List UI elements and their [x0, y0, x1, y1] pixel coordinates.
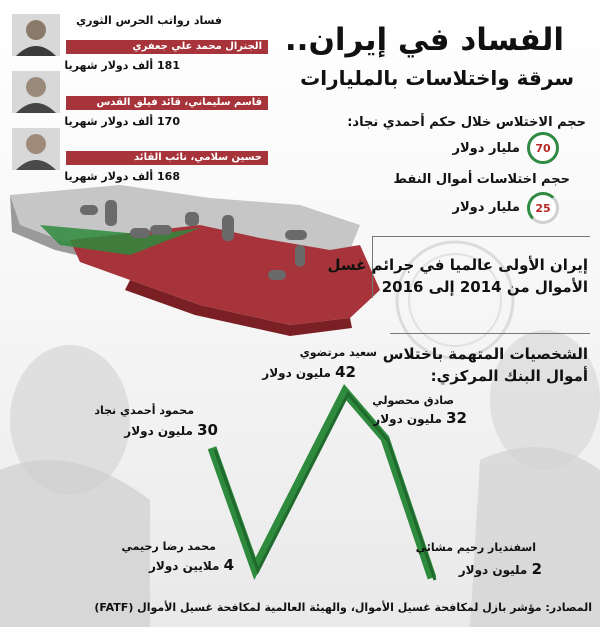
official-salary: 181 ألف دولار شهريا — [64, 59, 180, 72]
official-name-bar: الجنرال محمد علي جعفري — [66, 40, 268, 54]
section-title-line-1: الشخصيات المتهمة باختلاس — [382, 345, 588, 363]
officials-heading: فساد رواتب الحرس الثوري — [76, 14, 222, 27]
point-name: صادق محصولي — [372, 394, 454, 407]
point-name: محمود أحمدي نجاد — [94, 404, 194, 417]
point-amount — [124, 421, 218, 439]
point-amount — [373, 409, 467, 427]
point-amount — [459, 560, 542, 578]
fact-line-1: إيران الأولى عالميا في جرائم غسل — [327, 256, 588, 274]
section-title-line-2: أموال البنك المركزي: — [430, 367, 588, 385]
point-name: سعيد مرتضوي — [299, 346, 377, 359]
page-subtitle: سرقة واختلاسات بالمليارات — [300, 66, 574, 90]
stat-unit-70: مليار دولار — [452, 141, 520, 156]
point-value: 42 — [335, 363, 356, 381]
point-unit: مليون دولار — [373, 412, 442, 426]
stat-ring-25: 25 — [527, 192, 559, 224]
point-unit: مليون دولار — [458, 563, 528, 577]
point-name: محمد رضا رحيمي — [121, 540, 216, 553]
official-name-bar: قاسم سليماني، قائد فيلق القدس — [66, 96, 268, 110]
point-value: 4 — [223, 556, 234, 574]
stat-ring-70: 70 — [527, 132, 559, 164]
stat-label-oil: حجم اختلاسات أموال النفط — [393, 172, 570, 187]
point-name: اسفنديار رحيم مشائي — [415, 541, 536, 554]
point-value: 2 — [531, 560, 542, 578]
page-title: الفساد في إيران.. — [284, 22, 564, 58]
fact-line-2: الأموال من 2014 إلى 2016 — [381, 278, 588, 296]
point-unit: مليون دولار — [262, 366, 331, 380]
official-name-bar: حسين سلامي، نائب القائد — [66, 151, 268, 165]
point-amount — [262, 363, 356, 381]
point-value: 30 — [197, 421, 218, 439]
official-salary: 170 ألف دولار شهريا — [64, 115, 180, 128]
stat-label-embezzlement: حجم الاختلاس خلال حكم أحمدي نجاد: — [347, 115, 586, 130]
stat-unit-25: مليار دولار — [452, 200, 520, 215]
official-salary: 168 ألف دولار شهريا — [64, 170, 180, 183]
point-value: 32 — [446, 409, 467, 427]
point-unit: مليون دولار — [124, 424, 193, 438]
point-unit: ملايين دولار — [148, 559, 220, 573]
point-amount — [149, 556, 234, 574]
sources-footnote: المصادر: مؤشر بازل لمكافحة غسيل الأموال، والهيئة العالمية لمكافحة غسيل الأموال (FATF) — [94, 601, 592, 614]
